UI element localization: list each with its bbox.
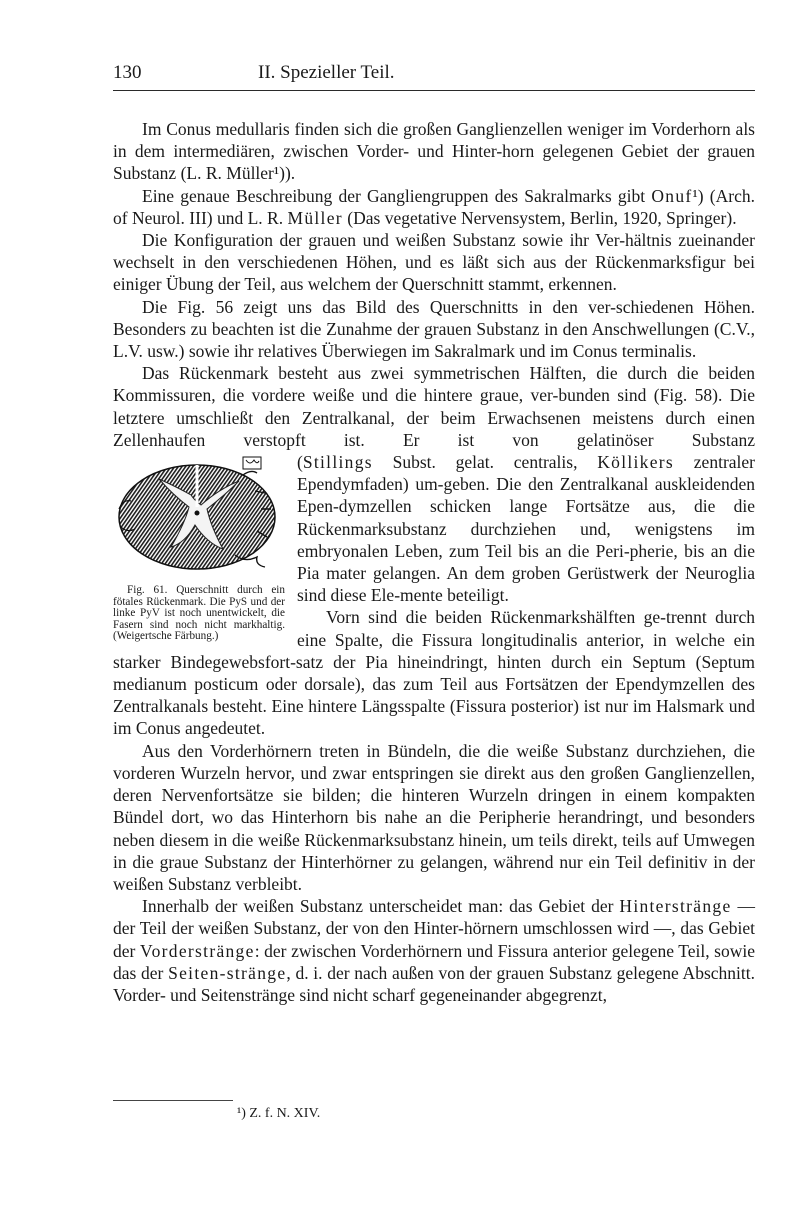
footnote: ¹) Z. f. N. XIV.	[237, 1106, 321, 1121]
paragraph-straenge: Innerhalb der weißen Substanz unterscheidet man: das Gebiet der Hinterstränge — der Teil der weißen Substanz, der von den Hinter-hörnern umschlossen wird —, das Gebiet der Vorderstränge: der zwischen Vorderhörnern und Fissura anterior gelegene Teil, sowie das der Seiten-stränge, d. i. der nach außen von der grauen Substanz gelegene Abschnitt. Vorder- und Seitenstränge sind nicht scharf gegeneinander abgegrenzt,	[113, 896, 755, 1005]
term: Seiten-stränge	[168, 962, 287, 983]
page-number: 130	[113, 62, 142, 83]
paragraph-fissura: Vorn sind die beiden Rückenmarkshälften ge-trennt durch eine Spalte, die Fissura longitudinalis anterior, in welche ein starker Bindegewebsfort-satz der Pia hineindringt, hinten durch ein Septum (Septum medianum posticum oder dorsale), das zum Teil aus Fortsätzen der Ependymzellen des Zentralkanals besteht. Eine hintere Längsspalte (Fissura posterior) ist nur im Halsmark und im Conus angedeutet.	[113, 607, 755, 739]
paragraph-fig56: Die Fig. 56 zeigt uns das Bild des Querschnitts in den ver-schiedenen Höhen. Besonders zu beachten ist die Zunahme der grauen Substanz in den Anschwellungen (C.V., L.V. usw.) sowie ihr relatives Überwiegen im Sakralmark und im Conus terminalis.	[113, 296, 755, 362]
paragraph-kommissuren: Das Rückenmark besteht aus zwei symmetrischen Hälften, die durch die beiden Kommissuren, die vordere weiße und die hintere graue, ver-bunden sind (Fig. 58). Die letztere umschließt den Zentralkanal, der beim Erwachsenen meistens durch einen Zellenhaufen verstopft ist. Er ist von gelatinöser Substanz ( Fig. 61. Querschnitt durch ein fötales Rückenmark. Die PyS und der linke PyV ist noch unentwickelt, die Fasern sind noch nicht markhaltig. (Weigertsche Färbung.) Stillings Subst. gelat. centralis, Köllikers zentraler Ependymfaden) um-geben. Die den Zentralkanal auskleidenden Epen-dymzellen schicken lange Fortsätze aus, die die Rückenmarksubstanz durchziehen und, wenigstens im embryonalen Leben, zum Teil bis an die Peri-pherie, bis an die Pia mater gelangen. An dem groben Gerüstwerk der Neuroglia sind diese Ele-mente beteiligt.	[113, 363, 755, 643]
author-name: Müller	[287, 207, 343, 228]
term: Hinterstränge	[619, 896, 732, 917]
author-name: Stillings	[302, 452, 373, 473]
author-name: Onuf	[651, 185, 693, 206]
term: Vorderstränge	[139, 940, 255, 961]
paragraph-wurzeln: Aus den Vorderhörnern treten in Bündeln, die die weiße Substanz durchziehen, die vorderen Wurzeln hervor, und zwar entspringen sie direkt aus den großen Ganglienzellen, deren Nervenfortsätze sie bilden; die hinteren Wurzeln dringen in einem kompakten Bündel dort, wo das Hinterhorn bis nahe an die Peripherie herandringt, und besonders neben diesem in die weiße Rückenmarksubstanz hinein, um teils direkt, teils auf Umwegen in die graue Substanz der Hinterhörner zu gelangen, während nur ein Teil definitiv in der weißen Substanz verbleibt.	[113, 740, 755, 894]
spinal-cord-cross-section-image	[115, 451, 285, 579]
paragraph-konfiguration: Die Konfiguration der grauen und weißen Substanz sowie ihr Ver-hältnis zueinander wechselt in den verschiedenen Höhen, und es läßt sich aus der Rückenmarksfigur bei einiger Übung der Teil, aus welchem der Querschnitt stammt, erkennen.	[113, 230, 755, 295]
page-header	[113, 60, 755, 91]
figure-caption: Fig. 61. Querschnitt durch ein fötales Rückenmark. Die PyS und der linke PyV ist noch unentwickelt, die Fasern sind noch nicht markhaltig. (Weigertsche Färbung.)	[113, 584, 285, 643]
author-name: Köllikers	[597, 452, 675, 473]
paragraph-conus: Im Conus medullaris finden sich die großen Ganglienzellen weniger im Vorderhorn als in dem intermediären, zwischen Vorder- und Hinter-horn gelegenen Gebiet der grauen Substanz (L. R. Müller¹)).	[113, 119, 755, 184]
footnote-divider	[113, 1100, 233, 1101]
paragraph-sakralmark: Eine genaue Beschreibung der Gangliengruppen des Sakralmarks gibt Onuf¹) (Arch. of Neurol. III) und L. R. Müller (Das vegetative Nervensystem, Berlin, 1920, Springer).	[113, 185, 755, 228]
figure-61	[113, 451, 289, 643]
body-text	[113, 118, 755, 1006]
running-head: II. Spezieller Teil.	[258, 62, 395, 83]
